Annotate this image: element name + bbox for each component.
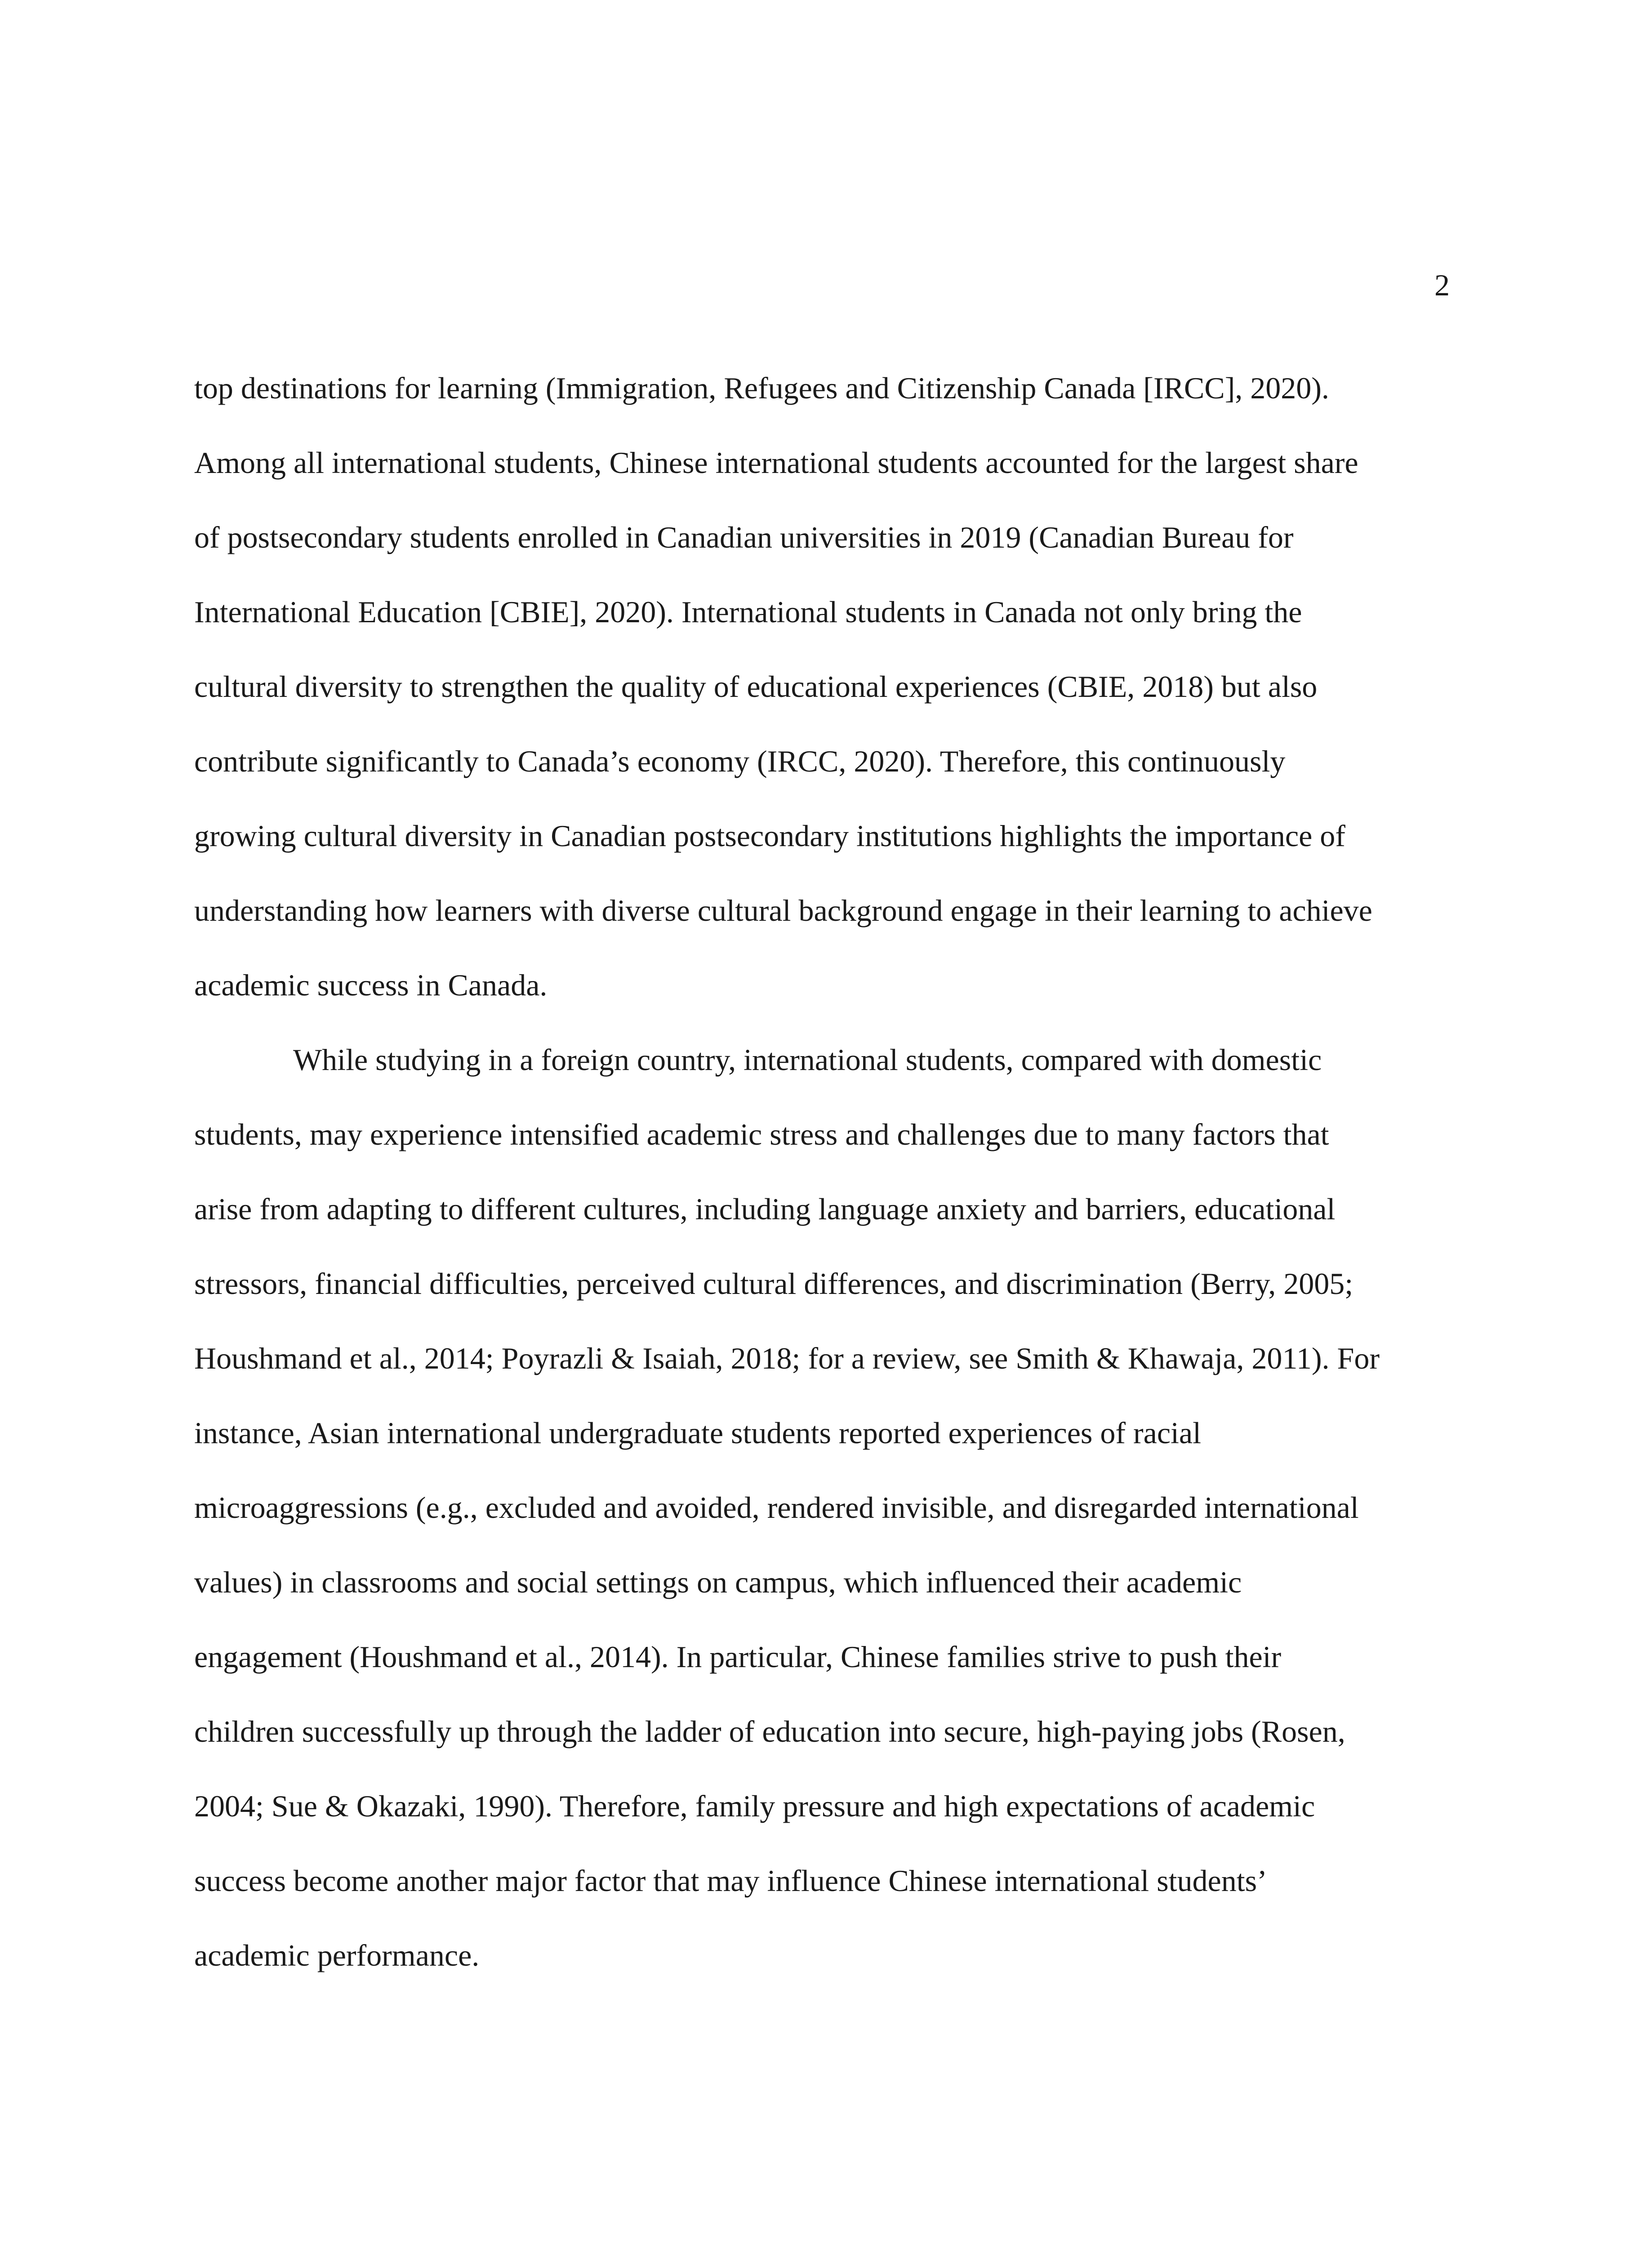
text-line: values) in classrooms and social settings on campus, which influenced their academic bbox=[194, 1565, 1242, 1599]
text-line: cultural diversity to strengthen the quality of educational experiences (CBIE, 2018) but also bbox=[194, 669, 1318, 704]
text-line: academic success in Canada. bbox=[194, 968, 548, 1002]
text-line: arise from adapting to different cultures, including language anxiety and barriers, educational bbox=[194, 1192, 1336, 1226]
text-line: stressors, financial difficulties, perceived cultural differences, and discrimination (Berry, 2005; bbox=[194, 1267, 1354, 1301]
text-line: of postsecondary students enrolled in Canadian universities in 2019 (Canadian Bureau for bbox=[194, 520, 1294, 554]
text-line: While studying in a foreign country, international students, compared with domestic bbox=[293, 1043, 1322, 1077]
text-line: instance, Asian international undergraduate students reported experiences of racial bbox=[194, 1416, 1201, 1450]
text-line: top destinations for learning (Immigration, Refugees and Citizenship Canada [IRCC], 2020). bbox=[194, 371, 1329, 405]
text-line: Among all international students, Chinese international students accounted for the largest share bbox=[194, 446, 1358, 480]
text-line: Houshmand et al., 2014; Poyrazli & Isaiah, 2018; for a review, see Smith & Khawaja, 2011). For bbox=[194, 1341, 1380, 1375]
text-line: International Education [CBIE], 2020). International students in Canada not only bring the bbox=[194, 595, 1302, 629]
body-text bbox=[194, 351, 1442, 1993]
text-line: understanding how learners with diverse cultural background engage in their learning to achieve bbox=[194, 893, 1372, 928]
paragraph-1 bbox=[194, 351, 1442, 1022]
text-line: contribute significantly to Canada’s economy (IRCC, 2020). Therefore, this continuously bbox=[194, 744, 1286, 778]
text-line: 2004; Sue & Okazaki, 1990). Therefore, family pressure and high expectations of academic bbox=[194, 1789, 1315, 1823]
text-line: engagement (Houshmand et al., 2014). In particular, Chinese families strive to push their bbox=[194, 1640, 1282, 1674]
text-line: children successfully up through the ladder of education into secure, high-paying jobs (Rosen, bbox=[194, 1714, 1345, 1748]
paragraph-2 bbox=[194, 1022, 1442, 1993]
text-line: growing cultural diversity in Canadian postsecondary institutions highlights the importance of bbox=[194, 819, 1345, 853]
text-line: students, may experience intensified academic stress and challenges due to many factors that bbox=[194, 1117, 1329, 1151]
text-line: academic performance. bbox=[194, 1938, 480, 1972]
page-number: 2 bbox=[1434, 268, 1450, 302]
text-line: success become another major factor that may influence Chinese international students’ bbox=[194, 1864, 1267, 1898]
text-line: microaggressions (e.g., excluded and avoided, rendered invisible, and disregarded international bbox=[194, 1490, 1359, 1525]
